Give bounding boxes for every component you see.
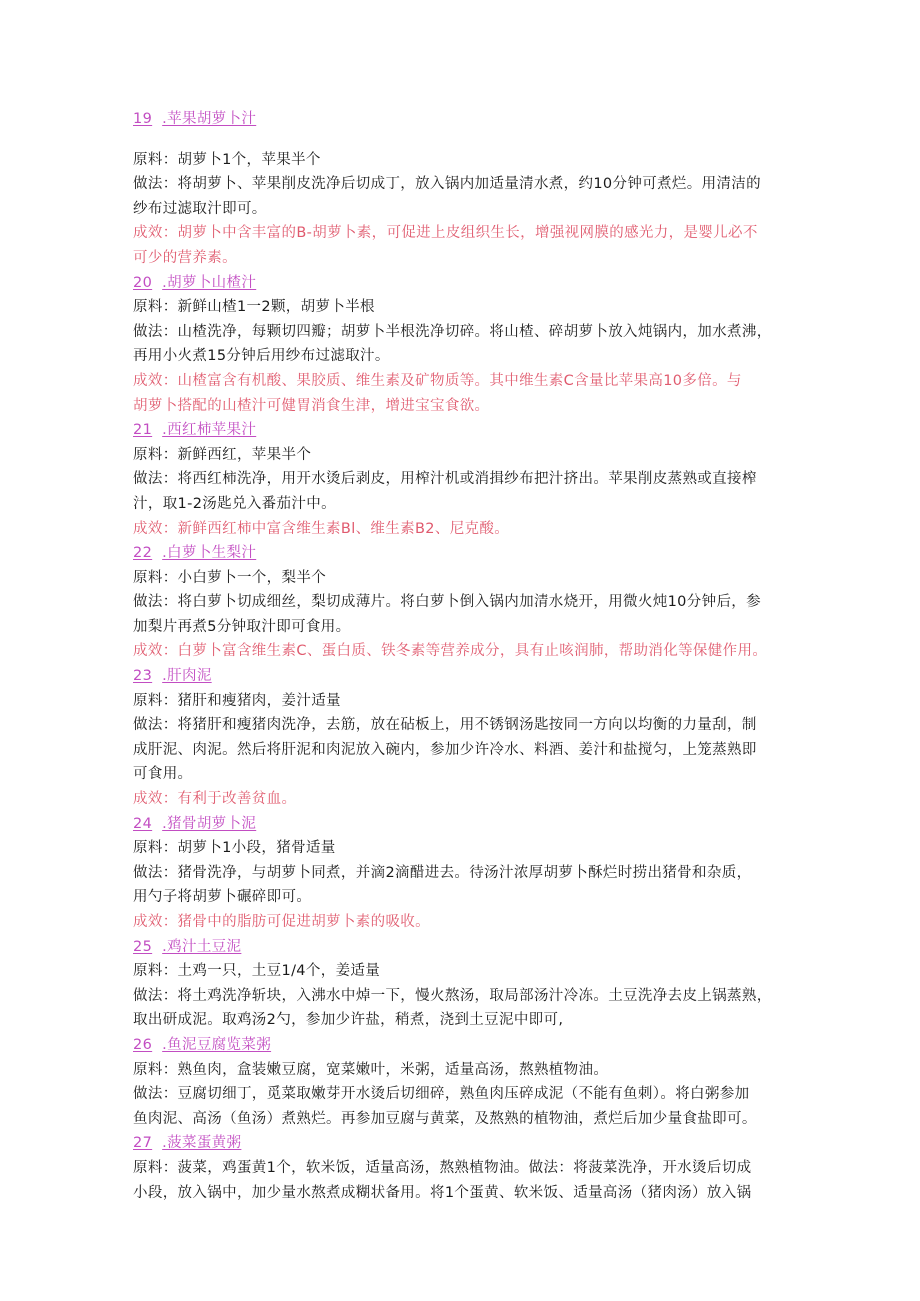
recipe-text-line: 再用小火煮15分钟后用纱布过滤取汁。 (133, 348, 390, 365)
recipe-text-line: 可食用。 (133, 766, 193, 783)
recipe-text-line: 鱼肉泥、高汤（鱼汤）煮熟烂。再参加豆腐与黄菜，及熬熟的植物油，煮烂后加少量食盐即可。 (133, 1110, 757, 1127)
spacer (133, 132, 793, 148)
recipe-number: 25 (133, 938, 153, 955)
recipe-text-line: 加梨片再煮5分钟取汁即可食用。 (133, 618, 351, 635)
recipe-name: .西红柿苹果汁 (162, 422, 257, 439)
recipe-number: 22 (133, 545, 153, 562)
recipe-effect-line: 成效：山楂富含有机酸、果胶质、维生素及矿物质等。其中维生素C含量比苹果高10多倍。与 (133, 372, 742, 389)
recipe-title (133, 541, 793, 566)
recipe-text-line: 原料：新鲜山楂1一2颗，胡萝卜半根 (133, 299, 375, 316)
recipe-effect-line: 成效：新鲜西红柿中富含维生素Bl、维生素B2、尼克酸。 (133, 520, 510, 537)
recipe-text-line: 做法：将胡萝卜、苹果削皮洗净后切成丁，放入锅内加适量清水煮，约10分钟可煮烂。用清洁的 (133, 176, 761, 193)
recipe-text-line: 用勺子将胡萝卜碾碎即可。 (133, 889, 312, 906)
recipe-text-line: 取出研成泥。取鸡汤2勺，参加少许盐，稍煮，浇到土豆泥中即可, (133, 1012, 564, 1029)
recipe-number: 20 (133, 274, 153, 291)
recipe-number: 21 (133, 422, 153, 439)
recipe-name: .鸡汁土豆泥 (162, 938, 242, 955)
recipe-effect-line: 成效：有利于改善贫血。 (133, 791, 297, 808)
recipe-section (133, 1131, 793, 1205)
recipe-text-line: 做法：将白萝卜切成细丝，梨切成薄片。将白萝卜倒入锅内加清水烧开，用微火炖10分钟后，参 (133, 594, 761, 611)
recipe-number: 19 (133, 111, 153, 127)
recipe-title (133, 107, 793, 132)
recipe-text-line: 成肝泥、肉泥。然后将肝泥和肉泥放入碗内，参加少许冷水、料酒、姜汁和盐搅匀，上笼蒸熟即 (133, 741, 757, 758)
recipe-name: .苹果胡萝卜汁 (162, 111, 257, 127)
recipe-list (133, 107, 793, 1205)
recipe-text-line: 原料：胡萝卜1小段，猪骨适量 (133, 840, 336, 857)
recipe-text-line: 原料：土鸡一只，土豆1/4个，姜适量 (133, 963, 381, 980)
recipe-text-line: 原料：熟鱼肉，盒装嫩豆腐，宽菜嫩叶，米粥，适量高汤，熬熟植物油。 (133, 1061, 609, 1078)
recipe-name: .白萝卜生梨汁 (162, 545, 257, 562)
recipe-text-line: 做法：豆腐切细丁，觅菜取嫩芽开水烫后切细碎，熟鱼肉压碎成泥（不能有鱼刺）。将白粥参加 (133, 1086, 750, 1103)
recipe-text-line: 做法：将土鸡洗净斩块，入沸水中焯一下，慢火熬汤，取局部汤汁冷冻。土豆洗净去皮上锅蒸熟， (133, 987, 772, 1004)
recipe-name: .鱼泥豆腐览菜粥 (162, 1036, 272, 1053)
recipe-section (133, 107, 793, 271)
recipe-effect-line: 成效：胡萝卜中含丰富的B-胡萝卜素，可促进上皮组织生长，增强视网膜的感光力，是婴儿必不 (133, 225, 758, 242)
recipe-effect-line: 可少的营养素。 (133, 249, 237, 266)
recipe-text-line: 做法：将猪肝和瘦猪肉洗净，去筋，放在砧板上，用不锈钢汤匙按同一方向以均衡的力量刮，制 (133, 717, 757, 734)
recipe-name: .菠菜蛋黄粥 (162, 1135, 242, 1152)
recipe-text-line: 小段，放入锅中，加少量水熬煮成糊状备用。将1个蛋黄、软米饭、适量高汤（猪肉汤）放入锅 (133, 1184, 752, 1201)
recipe-title (133, 1131, 793, 1156)
recipe-number: 23 (133, 668, 153, 685)
recipe-section (133, 664, 793, 812)
recipe-effect-line: 成效：猪骨中的脂肪可促进胡萝卜素的吸收。 (133, 914, 430, 930)
recipe-text-line: 做法：将西红柿洗净，用开水烫后剥皮，用榨汁机或消揖纱布把汁挤出。苹果削皮蒸熟或直接榨 (133, 471, 757, 488)
recipe-name: .猪骨胡萝卜泥 (162, 815, 257, 832)
recipe-section (133, 1033, 793, 1131)
recipe-section (133, 935, 793, 1033)
recipe-title (133, 664, 793, 689)
recipe-text-line: 做法：猪骨洗净，与胡萝卜同煮，并滴2滴醋进去。待汤汁浓厚胡萝卜酥烂时捞出猪骨和杂质， (133, 864, 752, 881)
recipe-name: .胡萝卜山楂汁 (162, 274, 257, 291)
recipe-text-line: 原料：小白萝卜一个，梨半个 (133, 569, 327, 586)
recipe-number: 26 (133, 1036, 153, 1053)
recipe-name: .肝肉泥 (162, 668, 212, 685)
recipe-text-line: 纱布过滤取汁即可。 (133, 200, 267, 217)
recipe-text-line: 汁，取1-2汤匙兑入番茄汁中。 (133, 495, 336, 512)
recipe-section (133, 418, 793, 541)
recipe-title (133, 418, 793, 443)
recipe-title (133, 935, 793, 960)
recipe-number: 24 (133, 815, 153, 832)
recipe-text-line: 原料：新鲜西红，苹果半个 (133, 446, 312, 463)
recipe-effect-line: 胡萝卜搭配的山楂汁可健胃消食生津，增进宝宝食欲。 (133, 397, 490, 414)
recipe-title (133, 812, 793, 837)
recipe-effect-line: 成效：白萝卜富含维生素C、蛋白质、铁冬素等营养成分，具有止咳润肺，帮助消化等保健作用。 (133, 643, 768, 660)
recipe-number: 27 (133, 1135, 153, 1152)
recipe-section (133, 541, 793, 664)
recipe-text-line: 原料：猪肝和瘦猪肉，姜汁适量 (133, 692, 341, 709)
recipe-text-line: 做法：山楂洗净，每颗切四瓣；胡萝卜半根洗净切碎。将山楂、碎胡萝卜放入炖锅内，加水煮沸， (133, 323, 772, 340)
recipe-text-line: 原料：菠菜，鸡蛋黄1个，软米饭，适量高汤，熬熟植物油。做法：将菠菜洗净，开水烫后切成 (133, 1159, 752, 1176)
recipe-section (133, 271, 793, 419)
recipe-title (133, 1033, 793, 1058)
recipe-title (133, 271, 793, 296)
recipe-text-line: 原料：胡萝卜1个，苹果半个 (133, 151, 321, 168)
recipe-section (133, 812, 793, 935)
